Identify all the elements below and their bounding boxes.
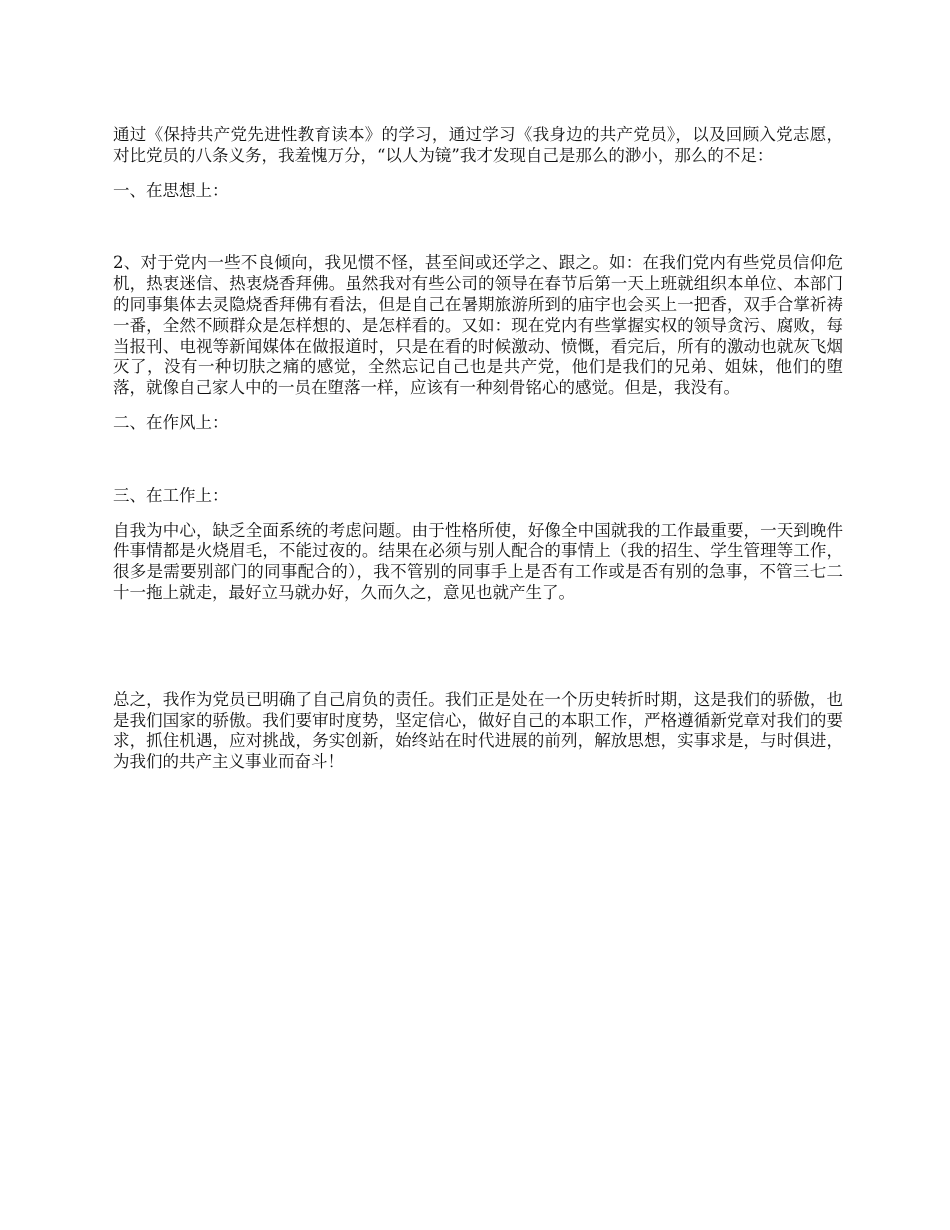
section-heading-work: 三、在工作上： bbox=[113, 485, 229, 505]
thought-point-2-paragraph: 2、对于党内一些不良倾向，我见惯不怪，甚至间或还学之、跟之。如：在我们党内有些党员信仰危机，热衷迷信、热衷烧香拜佛。虽然我对有些公司的领导在春节后第一天上班就组织本单位、本部门的同事集体去灵隐烧香拜佛有看法，但是自己在暑期旅游所到的庙宇也会买上一把香，双手合掌祈祷一番，全然不顾群众是怎样想的、是怎样看的。又如：现在党内有些掌握实权的领导贪污、腐败，每当报刊、电视等新闻媒体在做报道时，只是在看的时候激动、愤慨，看完后，所有的激动也就灰飞烟灭了，没有一种切肤之痛的感觉，全然忘记自己也是共产党，他们是我们的兄弟、姐妹，他们的堕落，就像自己家人中的一员在堕落一样，应该有一种刻骨铭心的感觉。但是，我没有。 bbox=[113, 253, 843, 398]
spacer bbox=[113, 399, 843, 413]
conclusion-paragraph: 总之，我作为党员已明确了自己肩负的责任。我们正是处在一个历史转折时期，这是我们的骄傲，也是我们国家的骄傲。我们要审时度势，坚定信心，做好自己的本职工作，严格遵循新党章对我们的要求，抓住机遇，应对挑战，务实创新，始终站在时代进展的前列，解放思想，实事求是，与时俱进，为我们的共产主义事业而奋斗！ bbox=[113, 689, 843, 772]
section-heading-thought: 一、在思想上： bbox=[113, 180, 229, 200]
intro-paragraph: 通过《保持共产党先进性教育读本》的学习，通过学习《我身边的共产党员》，以及回顾入党志愿，对比党员的八条义务，我羞愧万分，“以人为镜”我才发现自己是那么的渺小，那么的不足： bbox=[113, 125, 843, 165]
spacer bbox=[113, 604, 843, 690]
document-page bbox=[113, 125, 843, 773]
spacer bbox=[113, 507, 843, 521]
section-heading-style: 二、在作风上： bbox=[113, 412, 229, 432]
spacer bbox=[113, 434, 843, 486]
spacer bbox=[113, 201, 843, 253]
spacer bbox=[113, 167, 843, 181]
work-paragraph: 自我为中心，缺乏全面系统的考虑问题。由于性格所使，好像全中国就我的工作最重要，一天到晚件件事情都是火烧眉毛，不能过夜的。结果在必须与别人配合的事情上（我的招生、学生管理等工作，很多是需要别部门的同事配合的），我不管别的同事手上是否有工作或是否有别的急事，不管三七二十一拖上就走，最好立马就办好，久而久之，意见也就产生了。 bbox=[113, 520, 843, 602]
